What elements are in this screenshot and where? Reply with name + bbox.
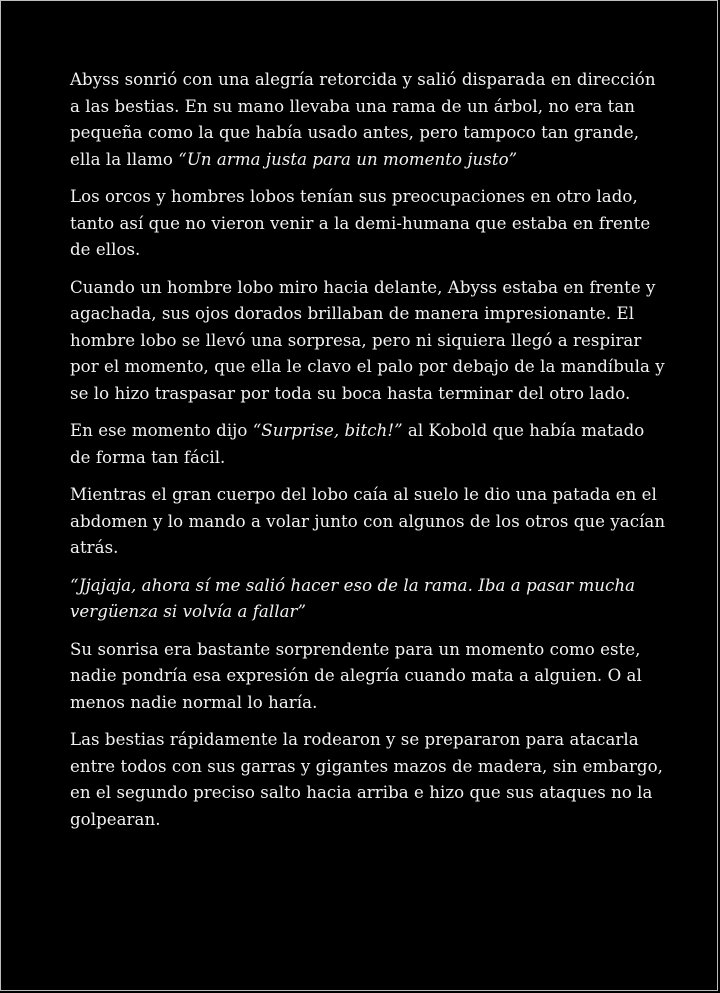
paragraph-8-text: Las bestias rápidamente la rodearon y se prepararon para atacarla entre todos con sus garras y gigantes mazos de madera, sin embargo, en el segundo preciso salto hacia arriba e hizo que sus ataques no la golpearan. [70,730,663,829]
paragraph-1 [70,67,670,173]
paragraph-3-text: Cuando un hombre lobo miro hacia delante, Abyss estaba en frente y agachada, sus ojos dorados brillaban de manera impresionante. El hombre lobo se llevó una sorpresa, pero ni siquiera llegó a respirar por el momento, que ella le clavo el palo por debajo de la mandíbula y se lo hizo traspasar por toda su boca hasta terminar del otro lado. [70,277,665,403]
paragraph-6-quote: “Jjajaja, ahora sí me salió hacer eso de la rama. Iba a pasar mucha vergüenza si volvía a fallar” [70,575,636,621]
paragraph-3 [70,275,670,408]
paragraph-6 [70,573,670,626]
paragraph-1-text: Abyss sonrió con una alegría retorcida y salió disparada en dirección a las bestias. En su mano llevaba una rama de un árbol, no era tan pequeña como la que había usado antes, pero tampoco tan grande, ella la llamo [70,70,656,169]
paragraph-4-text-end: al Kobold que había matado de forma tan fácil. [70,421,645,467]
paragraph-7 [70,637,670,717]
paragraph-1-quote: “Un arma justa para un momento justo” [178,149,518,169]
paragraph-5-text: Mientras el gran cuerpo del lobo caía al suelo le dio una patada en el abdomen y lo mando a volar junto con algunos de los otros que yacían atrás. [70,485,666,557]
paragraph-8 [70,727,670,833]
story-text [70,67,670,844]
paragraph-4-text-start: En ese momento dijo [70,421,253,440]
paragraph-5 [70,482,670,562]
paragraph-4-quote: “Surprise, bitch!” [252,421,403,440]
paragraph-2 [70,184,670,264]
paragraph-2-text: Los orcos y hombres lobos tenían sus preocupaciones en otro lado, tanto así que no vieron venir a la demi-humana que estaba en frente de ellos. [70,187,651,259]
paragraph-4 [70,418,670,471]
paragraph-7-text: Su sonrisa era bastante sorprendente para un momento como este, nadie pondría esa expresión de alegría cuando mata a alguien. O al menos nadie normal lo haría. [70,639,642,712]
